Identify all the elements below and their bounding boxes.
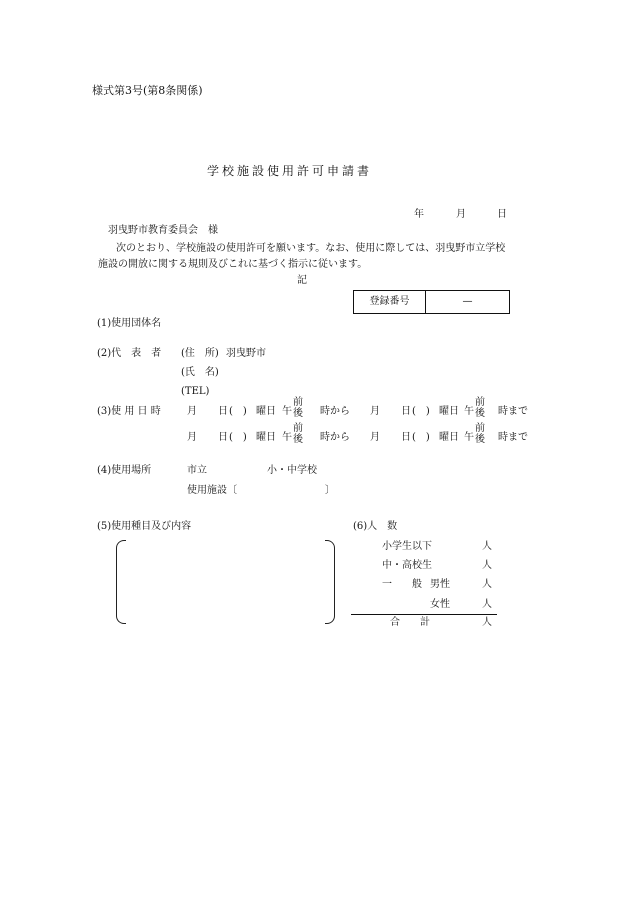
pm-option: 後 bbox=[475, 434, 485, 445]
group-name-label: (1)使用団体名 bbox=[97, 318, 162, 329]
date-month-label: 月 bbox=[456, 209, 466, 220]
representative-label: (2)代 表 者 bbox=[97, 348, 162, 359]
am-option: 前 bbox=[293, 397, 303, 408]
secondary-unit: 人 bbox=[482, 560, 492, 571]
place-school: 小・中学校 bbox=[267, 465, 317, 476]
row2-end-ampm[interactable] bbox=[475, 423, 485, 445]
headcount-label: (6)人 数 bbox=[353, 521, 398, 532]
row1-end-month: 月 bbox=[370, 406, 380, 417]
male-unit: 人 bbox=[482, 579, 492, 590]
rep-name-label: (氏 名) bbox=[181, 367, 219, 378]
activity-left-bracket bbox=[116, 540, 126, 624]
total-divider bbox=[351, 614, 497, 615]
intro-line-1: 次のとおり、学校施設の使用許可を願います。なお、使用に際しては、羽曳野市立学校 bbox=[116, 243, 506, 254]
tel-label: (TEL) bbox=[181, 386, 210, 397]
pm-option: 後 bbox=[293, 434, 303, 445]
row2-end-weekday[interactable]: ( ) bbox=[412, 432, 430, 443]
row1-start-day: 日 bbox=[218, 406, 228, 417]
row2-end-day: 日 bbox=[401, 432, 411, 443]
intro-line-2: 施設の開放に関する規則及びこれに基づく指示に従います。 bbox=[98, 259, 368, 270]
row2-start-day: 日 bbox=[218, 432, 228, 443]
am-option: 前 bbox=[293, 423, 303, 434]
row1-start-weekday-suffix: 曜日 bbox=[256, 406, 276, 417]
row2-from: 時から bbox=[320, 432, 350, 443]
date-day-label: 日 bbox=[497, 209, 507, 220]
female-unit: 人 bbox=[482, 599, 492, 610]
row2-until: 時まで bbox=[498, 432, 528, 443]
facility-label: 使用施設 bbox=[187, 485, 227, 496]
row1-until: 時まで bbox=[498, 406, 528, 417]
form-number: 様式第3号(第8条関係) bbox=[92, 84, 203, 97]
female-label: 女性 bbox=[430, 599, 450, 610]
elementary-label: 小学生以下 bbox=[382, 541, 432, 552]
registration-label: 登録番号 bbox=[354, 291, 426, 313]
row2-start-weekday-suffix: 曜日 bbox=[256, 432, 276, 443]
pm-option: 後 bbox=[293, 408, 303, 419]
am-option: 前 bbox=[475, 423, 485, 434]
address-value[interactable]: 羽曳野市 bbox=[226, 348, 266, 359]
place-label: (4)使用場所 bbox=[97, 465, 152, 476]
activity-right-bracket bbox=[325, 540, 335, 624]
row2-end-month: 月 bbox=[370, 432, 380, 443]
date-year-label: 年 bbox=[414, 209, 424, 220]
total-label: 合 計 bbox=[390, 617, 430, 628]
elementary-unit: 人 bbox=[482, 541, 492, 552]
registration-value[interactable]: — bbox=[462, 296, 473, 307]
datetime-label: (3)使 用 日 時 bbox=[97, 406, 161, 417]
row2-end-weekday-suffix: 曜日 bbox=[439, 432, 459, 443]
row1-start-ampm-prefix: 午 bbox=[282, 406, 292, 417]
row1-end-ampm[interactable] bbox=[475, 397, 485, 419]
row2-start-ampm-prefix: 午 bbox=[282, 432, 292, 443]
row1-end-weekday-suffix: 曜日 bbox=[439, 406, 459, 417]
row1-from: 時から bbox=[320, 406, 350, 417]
place-city: 市立 bbox=[187, 465, 207, 476]
row1-start-ampm[interactable] bbox=[293, 397, 303, 419]
row2-end-ampm-prefix: 午 bbox=[464, 432, 474, 443]
facility-close-bracket: 〕 bbox=[325, 485, 335, 496]
pm-option: 後 bbox=[475, 408, 485, 419]
am-option: 前 bbox=[475, 397, 485, 408]
secondary-label: 中・高校生 bbox=[382, 560, 432, 571]
registration-box bbox=[353, 290, 510, 314]
row2-start-ampm[interactable] bbox=[293, 423, 303, 445]
male-label: 男性 bbox=[430, 579, 450, 590]
row1-start-weekday[interactable]: ( ) bbox=[229, 406, 247, 417]
total-unit: 人 bbox=[482, 617, 492, 628]
row1-start-month: 月 bbox=[187, 406, 197, 417]
activity-label: (5)使用種目及び内容 bbox=[97, 521, 192, 532]
addressee: 羽曳野市教育委員会 様 bbox=[108, 225, 218, 236]
row2-start-weekday[interactable]: ( ) bbox=[229, 432, 247, 443]
ki-heading: 記 bbox=[297, 275, 307, 286]
general-label: 一 般 bbox=[382, 579, 422, 590]
address-label: (住 所) bbox=[181, 348, 219, 359]
row2-start-month: 月 bbox=[187, 432, 197, 443]
row1-end-weekday[interactable]: ( ) bbox=[412, 406, 430, 417]
facility-open-bracket: 〔 bbox=[227, 485, 237, 496]
page-title: 学校施設使用許可申請書 bbox=[207, 164, 373, 178]
row1-end-day: 日 bbox=[401, 406, 411, 417]
row1-end-ampm-prefix: 午 bbox=[464, 406, 474, 417]
